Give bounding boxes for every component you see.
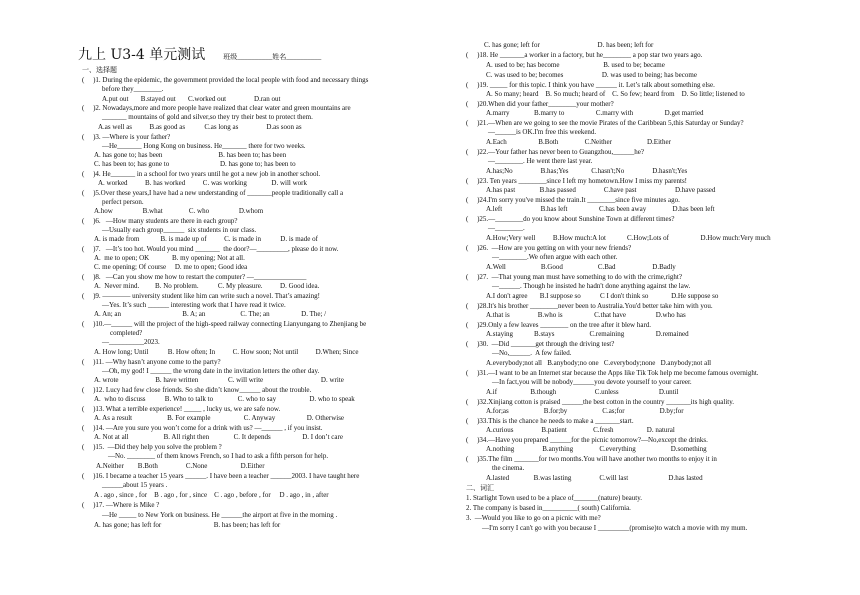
text-line: —________.We often argue with each other.	[492, 253, 618, 261]
text-line: A.as well as B.as good as C.as long as D.as soon as	[98, 123, 302, 131]
text-line: C. has been to; has gone to D. has gone to; has been to	[94, 160, 296, 168]
text-line: ( )7. —It’s too hot. Would you mind _______ the door?—_________, please do it now.	[82, 245, 339, 253]
text-line: A. used to be; has become B. used to be; became	[486, 61, 665, 69]
text-line: A. who to discuss B. Who to talk to C. who to say D. who to speak	[94, 395, 355, 403]
text-line: —__________2023.	[102, 338, 160, 346]
text-line: A . ago , since , for B . ago , for , since C . ago , before , for D . ago , in , after	[94, 491, 329, 499]
text-line: A.lasted B.was lasting C.will last D.has lasted	[486, 474, 703, 482]
text-line: A. has gone to; has been B. has been to; has been	[94, 151, 287, 159]
text-line: A. So many; heard B. So much; heard of C. So few; heard from D. So little; listened to	[486, 90, 745, 98]
text-line: A.curious B.patient C.fresh D. natural	[486, 426, 675, 434]
text-line: ( )5.Over these years,I have had a new understanding of _______people traditionally call a	[82, 189, 344, 197]
text-line: —No,______. A few failed.	[492, 349, 572, 357]
text-line: ( )28.It's his brother ________never been to Australia.You'd better take him with you.	[466, 302, 713, 310]
text-line: ( )32.Xinjiang cotton is praised ______the best cotton in the country _______its high quality.	[466, 398, 735, 406]
text-line: ( )33.This is the chance he needs to make a _______start.	[466, 417, 634, 425]
text-line: A. How long; Until B. How often; In C. How soon; Not until D.When; Since	[94, 348, 359, 356]
text-line: ( )12. Lucy had few close friends. So she didn’t know______ about the trouble.	[82, 386, 312, 394]
text-line: A. Not at all B. All right then C. It depends D. I don’t care	[94, 433, 343, 441]
text-line: —I'm sorry I can't go with you because I _________(promise)to watch a movie with my mum.	[482, 524, 748, 532]
text-line: ( )20.When did your father________your mother?	[466, 100, 614, 108]
text-line: A.for;as B.for;by C.as;for D.by;for	[486, 407, 684, 415]
text-line: A.How;Very well B.How much:A lot C.How;Lots of D.How much:Very much	[486, 234, 771, 242]
text-line: 1. Starlight Town used to be a place of_______(nature) beauty.	[466, 494, 643, 502]
text-line: A.that is B.who is C.that have D.who has	[486, 311, 686, 319]
text-line: ( )30. —Did _______get through the driving test?	[466, 340, 615, 348]
text-line: ( )1. During the epidemic, the government provided the local people with food and necessary things	[82, 76, 369, 84]
text-line: A.Well B.Good C.Bad D.Badly	[486, 263, 676, 271]
text-line: ( )4. He_______ in a school for two years until he got a new job in another school.	[82, 170, 321, 178]
text-line: ______about 15 years .	[102, 481, 168, 489]
text-line: A.Each B.Both C.Neither D.Either	[486, 138, 671, 146]
text-line: 一、选择题	[82, 66, 117, 74]
text-line: ( )15. —Did they help you solve the problem ?	[82, 443, 222, 451]
text-line: ( )35.The film _______for two months.You will have another two months to enjoy it in	[466, 455, 717, 463]
text-line: A. me to open; OK B. my opening; Not at all.	[94, 254, 245, 262]
text-line: A. wrote B. have written C. will write D. write	[94, 376, 344, 384]
text-line: ( )27. —That young man must have something to do with the crime,right?	[466, 273, 682, 281]
text-line: 2. The company is based in__________( south) California.	[466, 504, 631, 512]
text-line: A.staying B.stays C.remaining D.remained	[486, 330, 689, 338]
text-line: C. has gone; left for D. has been; left for	[484, 41, 654, 49]
text-line: A. is made from B. is made up of C. is made in D. is made of	[94, 235, 318, 243]
text-line: A. As a result B. For example C. Anyway D. Otherwise	[94, 414, 345, 422]
text-line: —Yes. It’s such ______ interesting work that I have read it twice.	[102, 301, 286, 309]
text-line: A.if B.though C.unless D.until	[486, 388, 679, 396]
text-line: —No. ________ of them knows French, so I had to ask a fifth person for help.	[108, 452, 329, 460]
text-line: A.has;No B.has;Yes C.hasn't;No D.hasn't;Yes	[486, 167, 688, 175]
text-line: A. Never mind. B. No problem. C. My pleasure. D. Good idea.	[94, 282, 320, 290]
text-line: —________. He went there last year.	[488, 157, 593, 165]
text-line: ( )25.—________do you know about Sunshine Town at different times?	[466, 215, 675, 223]
text-line: ( )3. —Where is your father?	[82, 133, 171, 141]
text-line: ( )31.—I want to be an Internet star because the Apps like Tik Tok help me become famous overnight.	[466, 369, 759, 377]
text-line: _______ mountains of gold and silver,so they try their best to protect them.	[102, 113, 313, 121]
class-name-field: 班级__________姓名__________	[223, 53, 322, 61]
text-line: A. has gone; has left for B. has been; has left for	[94, 521, 281, 529]
text-line: A.I don't agree B.I suppose so C I don't think so D.He suppose so	[486, 292, 719, 300]
text-line: 二、词汇	[466, 484, 494, 492]
text-line: A.left B.has left C.has been away D.has been left	[486, 205, 715, 213]
text-line: before they________.	[102, 85, 164, 93]
text-line: ( )14. —Are you sure you won’t come for a drink with us? —______ , if you insist.	[82, 424, 323, 432]
text-line: ( )17. —Where is Mike ?	[82, 501, 160, 509]
text-line: completed?	[110, 329, 143, 337]
text-line: —______. Though he insisted he hadn't done anything against the law.	[492, 282, 691, 290]
text-line: ( )34.—Have you prepared ______for the picnic tomorrow?—No,except the drinks.	[466, 436, 708, 444]
text-line: ( )9. ———— university student like him can write such a novel. That’s amazing!	[82, 292, 321, 300]
text-line: the cinema.	[492, 464, 525, 472]
text-line: ( )22.—Your father has never been to Guangzhou,______he?	[466, 148, 644, 156]
text-line: ( )16. I became a teacher 15 years ______. I have been a teacher ______2003. I have taught here	[82, 472, 360, 480]
text-line: ( )10.—______ will the project of the high-speed railway connecting Lianyungang to Zhenjiang be	[82, 320, 367, 328]
text-line: —He_______ Hong Kong on business. He_______ there for two weeks.	[102, 142, 306, 150]
text-line: —He _____ to New York on business. He ______the airport at five in the morning .	[102, 511, 338, 519]
text-line: A.marry B.marry to C.marry with D.get married	[486, 109, 704, 117]
text-line: ( )29.Only a few leaves ________ on the tree after it blew hard.	[466, 321, 652, 329]
text-line: ( )2. Nowadays,more and more people have realized that clear water and green mountains are	[82, 104, 351, 112]
text-line: ( )8. —Can you show me how to restart the computer? —_______________	[82, 273, 307, 281]
text-line: 3. —Would you like to go on a picnic with me?	[466, 514, 601, 522]
text-line: perfect person.	[102, 198, 144, 206]
page-title: 九上 U3-4 单元测试	[78, 47, 206, 63]
text-line: A.put out B.stayed out C.worked out D.ran out	[102, 95, 281, 103]
text-line: A. worked B. has worked C. was working D. will work	[98, 179, 308, 187]
text-line: C. me opening; Of course D. me to open; Good idea	[94, 263, 248, 271]
text-line: A.everybody;not all B.anybody;no one C.everybody;none D.anybody;not all	[486, 359, 712, 367]
text-line: C. was used to be; becomes D. was used to being; has become	[486, 71, 697, 79]
text-line: ( )11. —Why hasn’t anyone come to the party?	[82, 358, 221, 366]
text-line: ( )23. Ten years ________since I left my hometown.How I miss my parents!	[466, 177, 688, 185]
text-line: —Usually each group______ six students in our class.	[102, 226, 257, 234]
text-line: A.has past B.has passed C.have past D.have passed	[486, 186, 716, 194]
text-line: —In fact,you will be nobody______you devote yourself to your career.	[492, 378, 692, 386]
text-line: A. An; an B. A; an C. The; an D. The; /	[94, 310, 327, 318]
text-line: A.how B.what C. who D.whom	[94, 207, 264, 215]
text-line: ( )24.I'm sorry you've missed the train.It ________since five minutes ago.	[466, 196, 680, 204]
text-line: —Oh, my god! I ______ the wrong date in the invitation letters the other day.	[102, 367, 320, 375]
text-line: A.nothing B.anything C.everything D.something	[486, 445, 707, 453]
text-line: —______is OK.I'm free this weekend.	[488, 128, 597, 136]
text-line: ( )6. —How many students are there in each group?	[82, 217, 238, 225]
text-line: ( )21.—When are we going to see the movie Pirates of the Caribbean 5,this Saturday or Sunday?	[466, 119, 744, 127]
text-line: A.Neither B.Both C.None D.Either	[96, 462, 265, 470]
text-line: ( )19. _____ for this topic. I think you have ______ it. Let’s talk about something else.	[466, 81, 715, 89]
text-line: ( )26. —How are you getting on with your new friends?	[466, 244, 632, 252]
text-line: —________.	[488, 224, 525, 232]
text-line: ( )13. What a terrible experience! _____ , lucky us, we are safe now.	[82, 405, 281, 413]
title-row	[78, 44, 321, 64]
text-line: ( )18. He _______a worker in a factory, but he________ a pop star two years ago.	[466, 51, 703, 59]
